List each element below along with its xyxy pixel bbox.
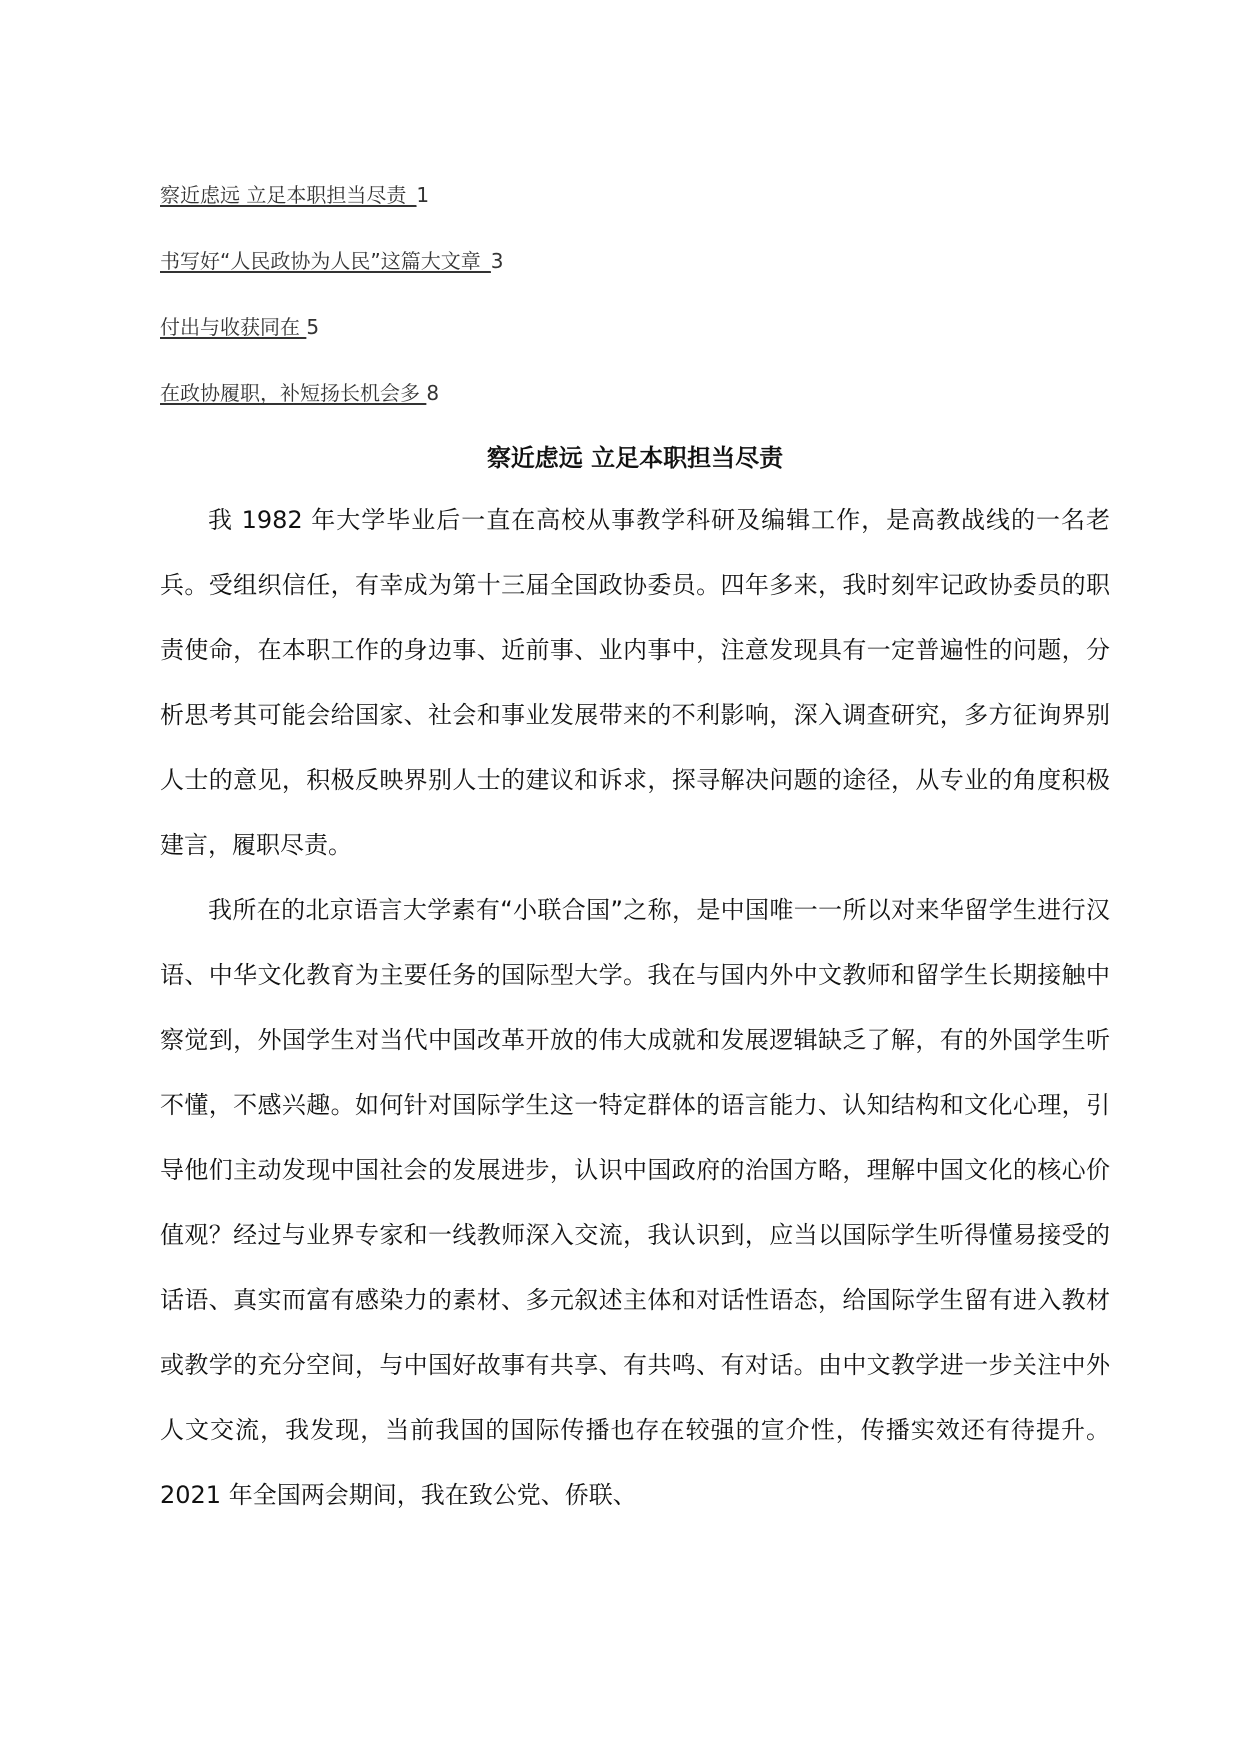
toc-entry-page: 5 — [306, 315, 320, 339]
toc-entry-page: 1 — [416, 183, 430, 207]
toc-entry-page: 8 — [426, 381, 440, 405]
toc-entry-3[interactable] — [160, 312, 1060, 342]
toc-entry-2[interactable] — [160, 246, 1060, 276]
article-title: 察近虑远 立足本职担当尽责 — [486, 444, 784, 472]
table-of-contents — [160, 180, 1060, 444]
toc-entry-title[interactable]: 察近虑远 立足本职担当尽责_ — [160, 183, 417, 207]
article-paragraph-1: 我 1982 年大学毕业后一直在高校从事教学科研及编辑工作，是高教战线的一名老兵。受组织信任，有幸成为第十三届全国政协委员。四年多来，我时刻牢记政协委员的职责使命，在本职工作的身边事、近前事、业内事中，注意发现具有一定普遍性的问题，分析思考其可能会给国家、社会和事业发展带来的不利影响，深入调查研究，多方征询界别人士的意见，积极反映界别人士的建议和诉求，探寻解决问题的途径，从专业的角度积极建言，履职尽责。 — [160, 506, 1110, 859]
toc-entry-1[interactable] — [160, 180, 1060, 210]
toc-entry-4[interactable] — [160, 378, 1060, 408]
toc-entry-title[interactable]: 书写好“人民政协为人民”这篇大文章_ — [160, 249, 491, 273]
toc-entry-title[interactable]: 在政协履职，补短扬长机会多 — [160, 381, 427, 405]
toc-entry-title[interactable]: 付出与收获同在 — [160, 315, 307, 339]
article — [160, 440, 1110, 1528]
toc-entry-page: 3 — [490, 249, 504, 273]
article-paragraph-2: 我所在的北京语言大学素有“小联合国”之称，是中国唯一一所以对来华留学生进行汉语、中华文化教育为主要任务的国际型大学。我在与国内外中文教师和留学生长期接触中察觉到，外国学生对当代中国改革开放的伟大成就和发展逻辑缺乏了解，有的外国学生听不懂，不感兴趣。如何针对国际学生这一特定群体的语言能力、认知结构和文化心理，引导他们主动发现中国社会的发展进步，认识中国政府的治国方略，理解中国文化的核心价值观？经过与业界专家和一线教师深入交流，我认识到，应当以国际学生听得懂易接受的话语、真实而富有感染力的素材、多元叙述主体和对话性语态，给国际学生留有进入教材或教学的充分空间，与中国好故事有共享、有共鸣、有对话。由中文教学进一步关注中外人文交流，我发现，当前我国的国际传播也存在较强的宣介性，传播实效还有待提升。2021 年全国两会期间，我在致公党、侨联、 — [160, 896, 1110, 1509]
